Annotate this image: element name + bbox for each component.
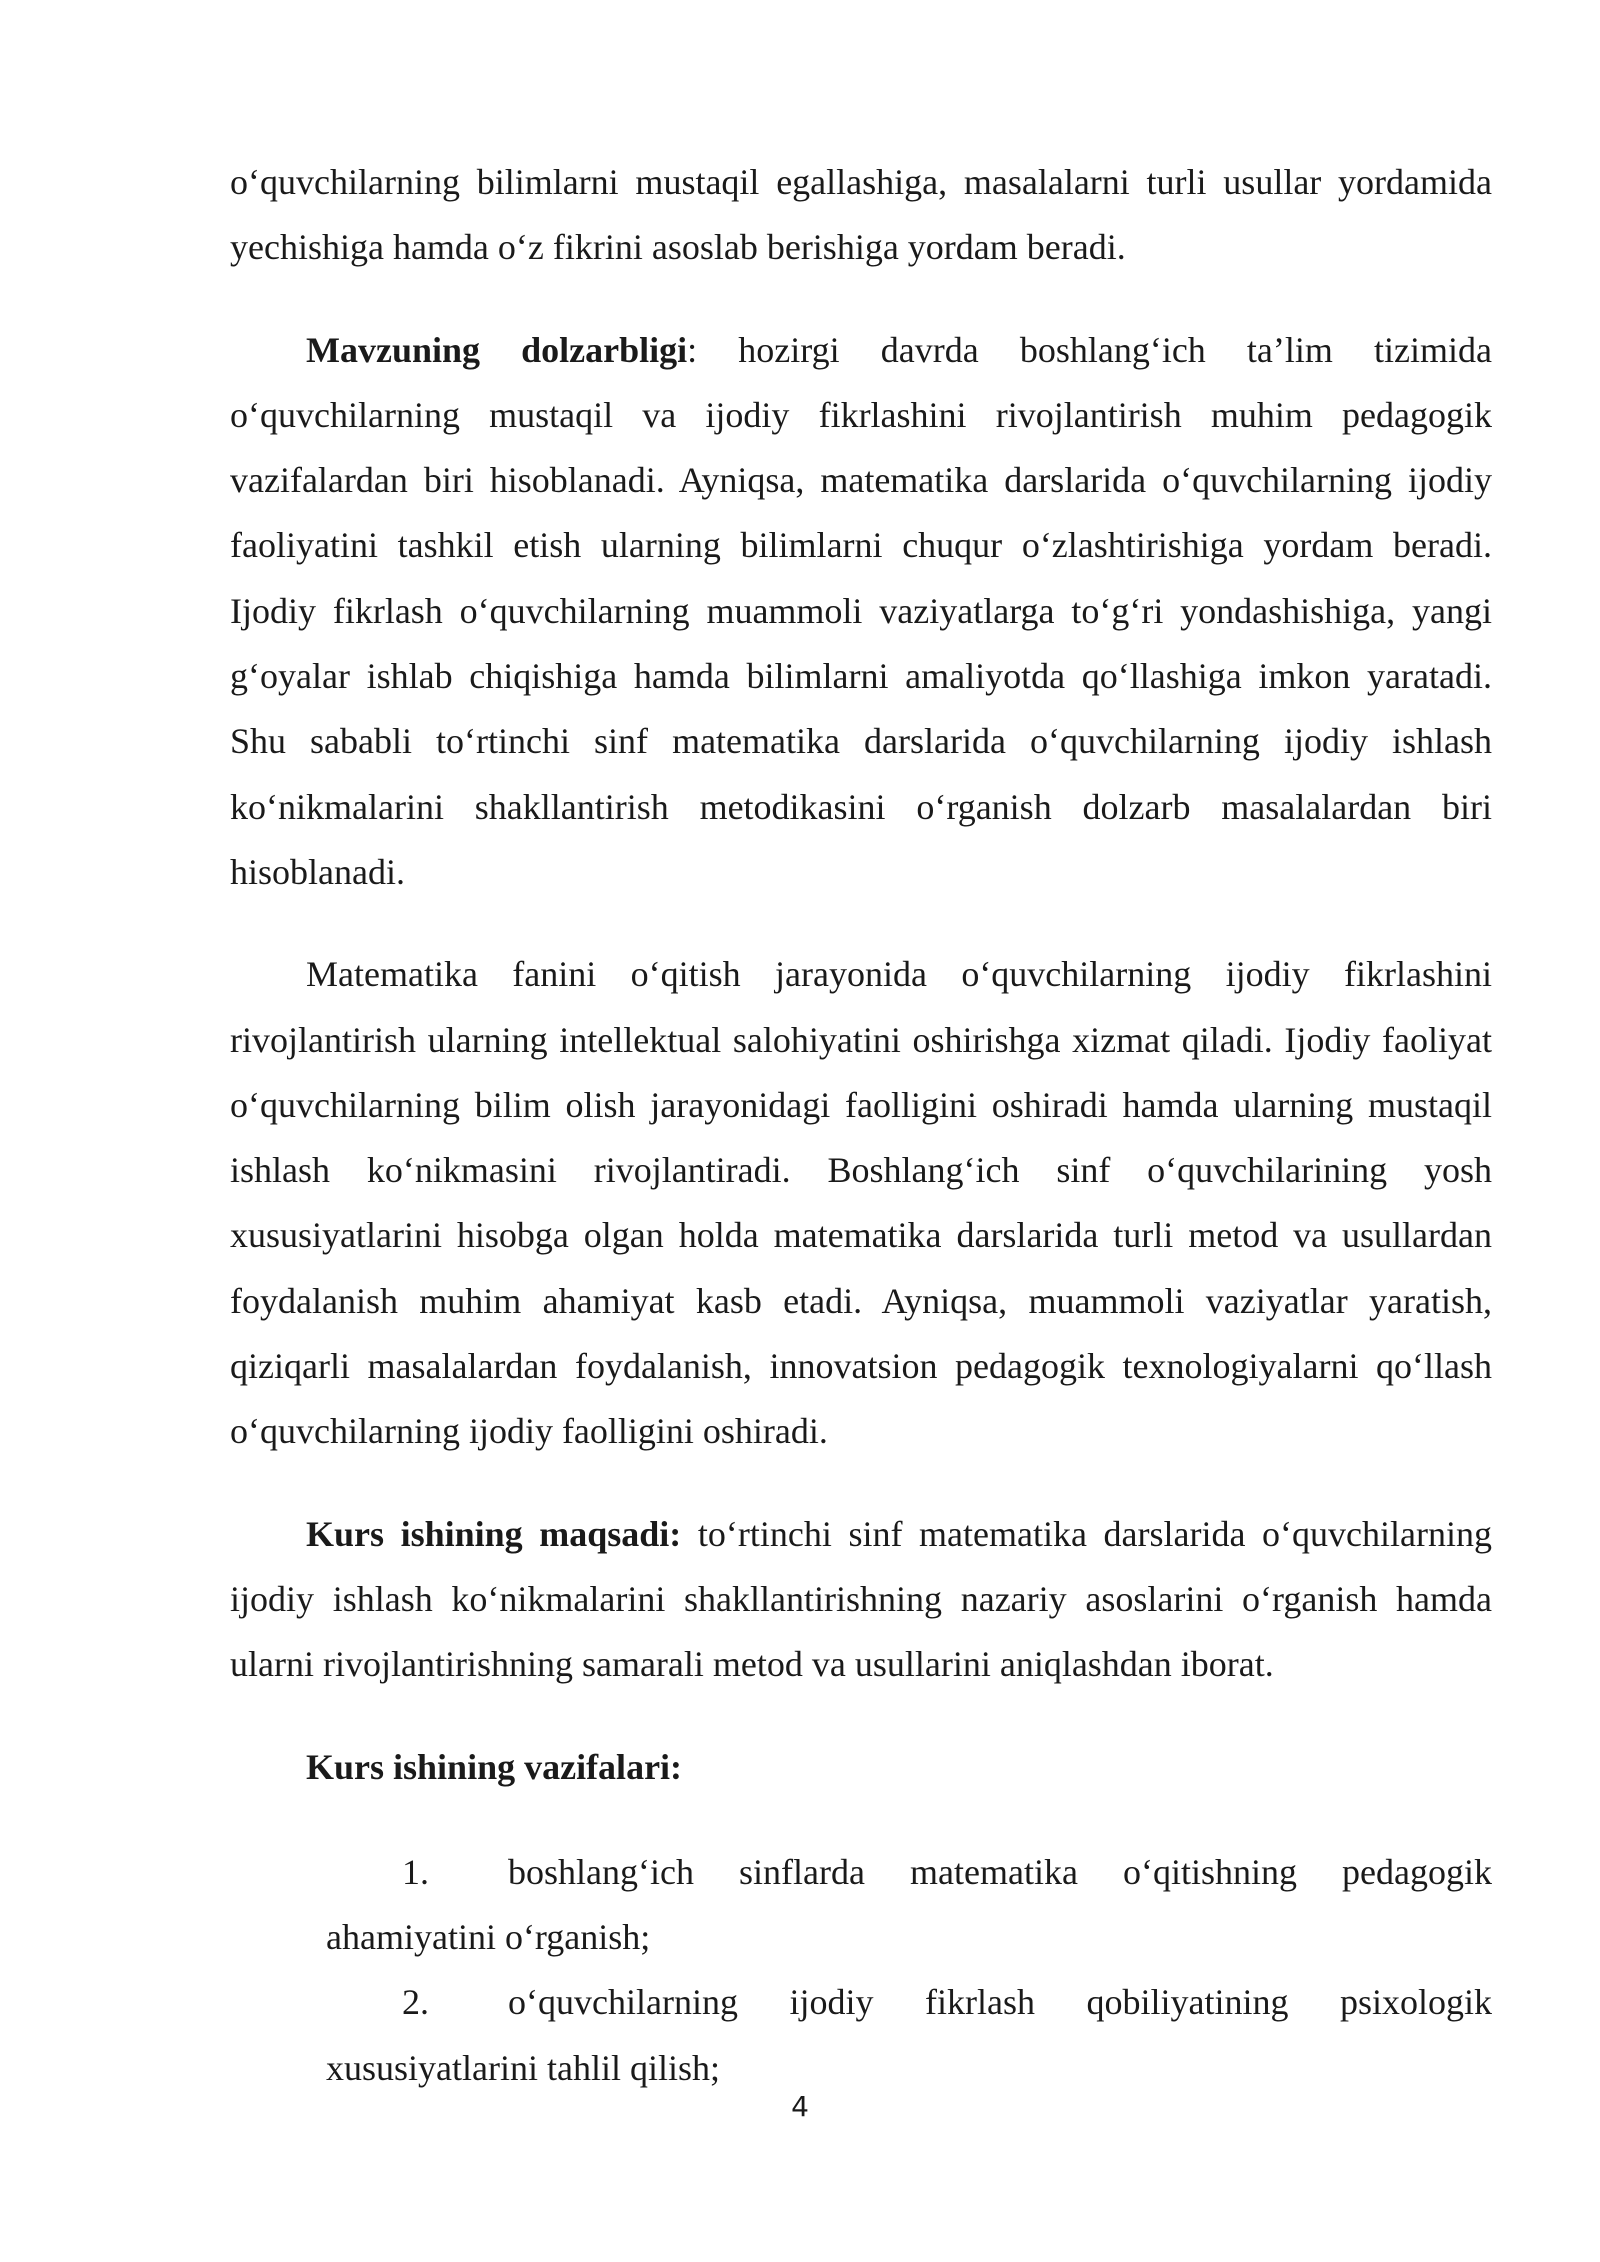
intro-paragraph: o‘quvchilarning bilimlarni mustaqil egallashiga, masalalarni turli usullar yordamida yechishiga hamda o‘z fikrini asoslab berishiga yordam beradi. (230, 162, 1492, 268)
tasks-heading: Kurs ishining vazifalari: (306, 1746, 683, 1787)
list-item-text: o‘quvchilarning ijodiy fikrlash qobiliyatining psixologik xususiyatlarini tahlil qilish; (326, 1982, 1492, 2088)
page-number: 4 (791, 2090, 809, 2123)
relevance-paragraph (230, 318, 1492, 906)
relevance-text: : hozirgi davrda boshlang‘ich ta’lim tizimida o‘quvchilarning mustaqil va ijodiy fikrlashini rivojlantirish muhim pedagogik vazifalardan biri hisoblanadi. Ayniqsa, matematika darslarida o‘quvchilarning ijodiy faoliyatini tashkil etish ularning bilimlarni chuqur o‘zlashtirishiga yordam beradi. Ijodiy fikrlash o‘quvchilarning muammoli vaziyatlarga to‘g‘ri yondashishiga, yangi g‘oyalar ishlab chiqishiga hamda bilimlarni amaliyotda qo‘llashiga imkon yaratadi. Shu sababli to‘rtinchi sinf matematika darslarida o‘quvchilarning ijodiy ishlash ko‘nikmalarini shakllantirish metodikasini o‘rganish dolzarb masalalardan biri hisoblanadi. (230, 329, 1493, 892)
list-item (326, 1970, 1492, 2101)
list-item-number: 1. (402, 1851, 429, 1892)
tasks-list (230, 1840, 1492, 2101)
goal-paragraph (230, 1502, 1492, 1698)
document-page (230, 150, 1492, 2101)
list-item-text: boshlang‘ich sinflarda matematika o‘qitishning pedagogik ahamiyatini o‘rganish; (326, 1851, 1492, 1958)
goal-label: Kurs ishining maqsadi: (306, 1513, 682, 1554)
list-item (326, 1840, 1492, 1971)
list-item-number: 2. (402, 1982, 429, 2023)
relevance-label: Mavzuning dolzarbligi (306, 329, 688, 370)
goal-text: to‘rtinchi sinf matematika darslarida o‘quvchilarning ijodiy ishlash ko‘nikmalarini shakllantirishning nazariy asoslarini o‘rganish hamda ularni rivojlantirishning samarali metod va usullarini aniqlashdan iborat. (230, 1513, 1492, 1685)
math-teaching-paragraph: Matematika fanini o‘qitish jarayonida o‘quvchilarning ijodiy fikrlashini rivojlantirish ularning intellektual salohiyatini oshirishga xizmat qiladi. Ijodiy faoliyat o‘quvchilarning bilim olish jarayonidagi faolligini oshiradi hamda ularning mustaqil ishlash ko‘nikmasini rivojlantiradi. Boshlang‘ich sinf o‘quvchilarining yosh xususiyatlarini hisobga olgan holda matematika darslarida turli metod va usullardan foydalanish muhim ahamiyat kasb etadi. Ayniqsa, muammoli vaziyatlar yaratish, qiziqarli masalalardan foydalanish, innovatsion pedagogik texnologiyalarni qo‘llash o‘quvchilarning ijodiy faolligini oshiradi. (230, 954, 1492, 1452)
